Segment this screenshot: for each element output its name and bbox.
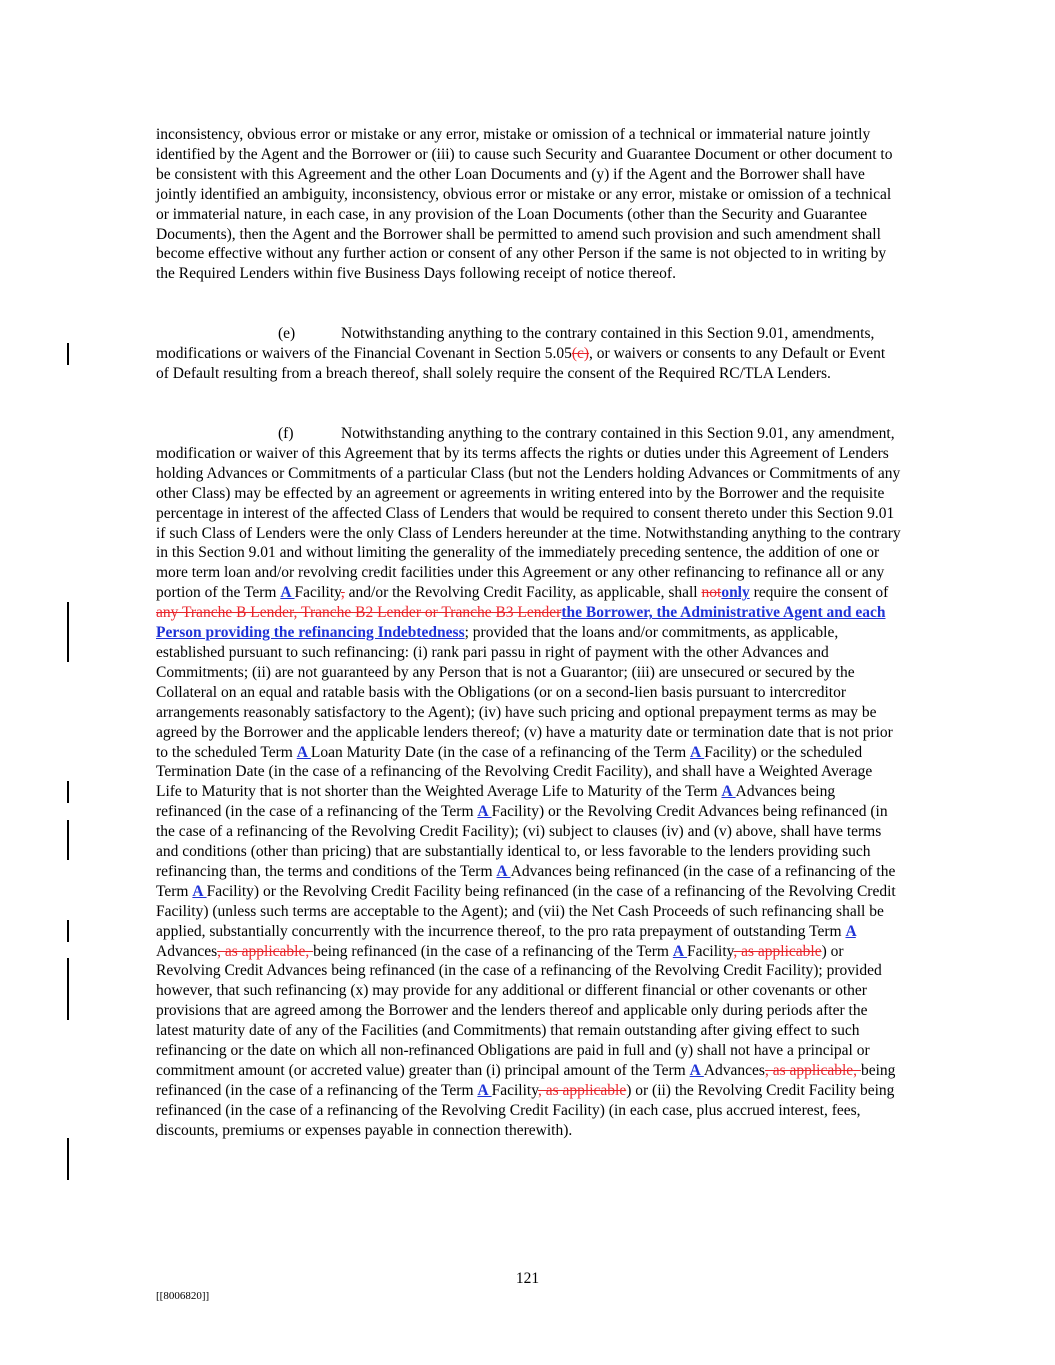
- inserted-text: A: [689, 1062, 704, 1079]
- inserted-text: A: [296, 743, 311, 761]
- text-run: Advances being refinanced (in the case of a refinancing of the Term: [156, 783, 836, 821]
- text-run: ; provided that the loans and/or commitments, as applicable, established pursuant to such refinancing: (i) rank pari passu in right of payment with the other Advances and Commitments; (ii) are not guaranteed by any Person that is not a Guarantor; (iii) are unsecured or secured by the Collateral on an equal and ratable basis with the Obligations (or on a second-lien basis pursuant to intercreditor arrangements reasonably satisfactory to the Agent); (iv) have such pricing and optional prepayment terms as may be agreed by the Borrower and the applicable lenders thereof; (v) have a maturity date or termination date that is not prior to the scheduled Term: [156, 624, 893, 761]
- paragraph-f: [156, 424, 901, 1141]
- text-run: ) or (ii) the Revolving Credit Facility being refinanced (in the case of a refinancing of the Revolving Credit Facility) (in each case, plus accrued interest, fees, discounts, premiums or expenses payable in connection therewith).: [156, 1081, 895, 1139]
- text-run: Advances: [156, 942, 218, 960]
- text-run: Loan Maturity Date (in the case of a refinancing of the Term: [310, 743, 690, 761]
- deleted-text: , as applicable,: [217, 942, 314, 960]
- change-bar: [67, 343, 69, 365]
- page-number: 121: [515, 1270, 540, 1287]
- inserted-text: A: [690, 743, 705, 761]
- text-run: Advances: [703, 1062, 765, 1079]
- text-run: and/or the Revolving Credit Facility, as applicable, shall: [344, 584, 702, 602]
- text-run: require the consent of: [749, 584, 889, 602]
- text-run: Notwithstanding anything to the contrary contained in this Section 9.01, any amendment, modification or waiver of this Agreement that by its terms affects the rights or duties under this Agreement of Lenders holding Advances or Commitments of a particular Class (but not the Lenders holding Advances or Commitments of any other Class) may be effected by an agreement or agreements in writing entered into by the Borrower and the requisite percentage in interest of the affected Class of Lenders that would be required to consent thereto under this Section 9.01 if such Class of Lenders were the only Class of Lenders hereunder at the time. Notwithstanding anything to the contrary in this Section 9.01 and without limiting the generality of the immediately preceding sentence, the addition of one or more term loan and/or revolving credit facilities under this Agreement or any other refinancing to refinance all or any portion of the Term: [156, 425, 901, 602]
- deleted-text: , as applicable: [733, 942, 822, 960]
- inserted-text: A: [721, 783, 736, 801]
- inserted-text: A: [477, 1081, 492, 1099]
- change-bar: [67, 920, 69, 942]
- inserted-text: the Borrower, the Administrative Agent and each Person providing the refinancing Indebtedness: [156, 604, 886, 642]
- deleted-text: (c): [571, 344, 590, 362]
- text-run: inconsistency, obvious error or mistake or any error, mistake or omission of a technical or immaterial nature jointly identified by the Agent and the Borrower or (iii) to cause such Security and Guarantee Document or other document to be consistent with this Agreement and the other Loan Documents and (y) if the Agent and the Borrower shall have jointly identified an ambiguity, inconsistency, obvious error or mistake or any error, mistake or omission of a technical or immaterial nature, in each case, in any provision of the Loan Documents (other than the Security and Guarantee Documents), then the Agent and the Borrower shall be permitted to amend such provision and such amendment shall become effective without any further action or consent of any other Person if the same is not objected to in writing by the Required Lenders within five Business Days following receipt of notice thereof.: [156, 126, 893, 283]
- text-run: Facility: [294, 584, 341, 602]
- inserted-text: A: [845, 922, 856, 940]
- paragraph-continuation: [156, 125, 901, 284]
- deleted-text: any Tranche B Lender, Tranche B2 Lender or Tranche B3 Lender: [156, 604, 562, 622]
- change-bar: [67, 820, 69, 860]
- document-id: [[8006820]]: [156, 1290, 210, 1302]
- deleted-text: not: [701, 584, 722, 602]
- inserted-text: A: [672, 942, 688, 960]
- text-run: Facility: [491, 1081, 538, 1099]
- paragraph-label: (e): [278, 325, 296, 342]
- change-bar: [67, 781, 69, 803]
- change-bar: [67, 958, 69, 1020]
- inserted-text: A: [280, 584, 295, 602]
- paragraph-e: [156, 324, 901, 384]
- text-run: ) or Revolving Credit Advances being refinanced (in the case of a refinancing of the Revolving Credit Facility); provided however, that such refinancing (x) may provide for any additional or different financial or other covenants or other provisions that are agreed among the Borrower and the lenders thereof and applicable only during periods after the latest maturity date of any of the Facilities (and Commitments) that remain outstanding after giving effect to such refinancing or the date on which all non-refinanced Obligations are paid in full and (y) shall not have a principal or commitment amount (or accreted value) greater than (i) principal amount of the Term: [156, 942, 882, 1079]
- deleted-text: , as applicable,: [764, 1062, 861, 1079]
- text-run: Facility) or the Revolving Credit Facility being refinanced (in the case of a refinancing of the Revolving Credit Facility) (unless such terms are acceptable to the Agent); and (vii) the Net Cash Proceeds of such refinancing shall be applied, substantially concurrently with the incurrence thereof, to the pro rata prepayment of outstanding Term: [156, 882, 896, 940]
- inserted-text: A: [496, 862, 511, 880]
- text-run: Facility) or the Revolving Credit Advances being refinanced (in the case of a refinancing of the Revolving Credit Facility); (vi) subject to clauses (iv) and (v) above, shall have terms and conditions (other than pricing) that are substantially identical to, or less favorable to the lenders providing such refinancing than, the terms and conditions of the Term: [156, 803, 888, 880]
- inserted-text: A: [192, 882, 207, 900]
- text-run: being refinanced (in the case of a refinancing of the Term: [313, 942, 673, 960]
- deleted-text: , as applicable: [537, 1081, 627, 1099]
- inserted-text: A: [477, 803, 492, 821]
- text-run: Advances being refinanced (in the case of a refinancing of the Term: [156, 862, 896, 900]
- text-run: Notwithstanding anything to the contrary contained in this Section 9.01, amendments, modifications or waivers of the Financial Covenant in Section 5.05: [156, 325, 875, 362]
- text-run: being refinanced (in the case of a refinancing of the Term: [156, 1062, 896, 1099]
- text-run: Facility: [687, 942, 734, 960]
- inserted-text: only: [721, 584, 750, 602]
- paragraph-label: (f): [278, 425, 294, 442]
- deleted-text: ,: [340, 584, 345, 602]
- change-bar: [67, 602, 69, 662]
- change-bar: [67, 1138, 69, 1180]
- text-run: , or waivers or consents to any Default or Event of Default resulting from a breach thereof, shall solely require the consent of the Required RC/TLA Lenders.: [156, 344, 886, 382]
- text-run: Facility) or the scheduled Termination Date (in the case of a refinancing of the Revolving Credit Facility), and shall have a Weighted Average Life to Maturity that is not shorter than the Weighted Average Life to Maturity of the Term: [156, 743, 873, 801]
